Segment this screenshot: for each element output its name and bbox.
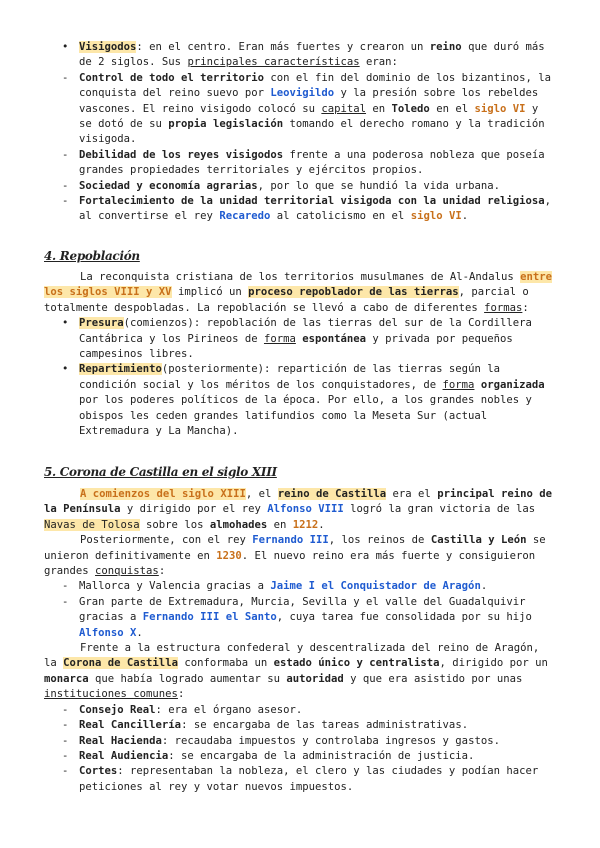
list-item-cortes [0,764,556,795]
text: : [522,301,529,314]
term-navas: Navas de Tolosa [44,518,140,531]
text: que había logrado aumentar su [88,672,287,685]
section-title-repoblacion: 4. Repoblación [44,249,140,263]
list-item-visigodos [0,40,600,71]
term-principal: principal reino de la Península [44,488,552,516]
text: : en el centro. Eran más fuertes y crearon un [136,41,430,53]
text: , los reinos de [328,534,431,547]
text: . [318,518,325,531]
term-forma: forma [263,332,296,345]
term-leovigildo: Leovigildo [270,87,335,100]
dash-icon: - [62,703,69,716]
text: : recaudaba impuestos y controlaba ingresos y gastos. [161,734,500,747]
paragraph [0,487,600,533]
term-presura: Presura [79,317,124,330]
text: La reconquista cristiana de los territorios musulmanes de Al-Andalus [80,271,521,283]
text: por los poderes políticos de la época. Por ello, a los grandes nobles y obispos les ceden grandes latifundios como la Meseta Sur (actual Extremadura y La Mancha). [79,394,532,438]
term-forma: forma [442,378,475,391]
text: . [136,626,143,639]
text: . [480,580,488,593]
text: frente a una poderosa nobleza que poseía grandes propiedades territoriales y ejércitos propios. [79,148,545,177]
term-espontanea: espontánea [302,332,367,345]
text: que duró más de 2 siglos. Sus [79,41,545,69]
conquests-list [0,579,600,641]
term-estado: estado único y centralista [273,657,440,670]
text: tomando el derecho romano y la tradición visigoda. [79,118,545,146]
dash-icon: - [62,749,69,762]
text: , cuya tarea fue consolidada por su hijo [276,611,532,624]
term: Real Hacienda [79,734,162,747]
text: y la presión sobre los rebeldes vascones. El reino visigodo colocó su [79,87,539,115]
paragraph [0,270,600,316]
dash-icon: - [62,765,69,778]
term-visigodos: Visigodos [79,41,137,53]
term-siglo: siglo VI [410,210,462,223]
list-item-consejo [0,703,556,718]
text: eran: [359,56,398,69]
section-title-corona-castilla: 5. Corona de Castilla en el siglo XIII [44,465,277,479]
text: Mallorca y Valencia gracias a [79,580,271,593]
term-castilla-leon: Castilla y León [430,534,527,547]
visigodos-block [0,40,600,225]
list-item-hacienda [0,734,556,749]
text: : [158,565,166,578]
text: Posteriormente, con el rey [80,534,253,547]
term: Real Audiencia [79,749,169,762]
term-jaime: Jaime I el Conquistador de Aragón [270,580,481,593]
text: y privada por pequeños campesinos libres. [79,332,513,361]
text: : se encargaba de las tareas administrativas. [181,719,469,732]
bullet-icon: • [62,363,69,376]
term: Cortes [79,765,118,778]
term-instituciones: instituciones comunes [44,688,178,701]
term-formas: formas [484,301,523,314]
text: , al convertirse el rey [79,195,551,223]
list-item-audiencia [0,749,556,764]
term-a-comienzos: A comienzos del siglo XIII [80,488,246,500]
text: , por lo que se hundió la vida urbana. [257,179,500,192]
text: y dirigido por el rey [120,503,268,516]
term-alfonso: Alfonso VIII [267,503,344,516]
term-fernando-santo: Fernando III el Santo [142,611,277,624]
term-almohades: almohades [209,518,268,531]
paragraph [0,641,600,703]
term: Consejo Real [79,703,156,716]
dash-icon: - [62,734,69,747]
term-conquistas: conquistas [95,565,159,578]
text: y se dotó de su [79,102,539,131]
visigodos-list [0,40,600,71]
term-reino: reino [429,41,462,53]
term-proceso: proceso repoblador de las tierras [248,286,459,299]
term-year: 1212 [292,518,319,531]
text: al catolicismo en el [270,210,411,223]
list-item-debilidad [0,148,556,179]
text: se unieron definitivamente en [44,534,546,562]
term-fernando: Fernando III [252,534,329,547]
term-capital: capital [321,102,367,115]
term-reino-castilla: reino de Castilla [277,488,387,500]
text: (comienzos): repoblación de las tierras del sur de la Cordillera Cantábrica y los Pirineos de [79,317,532,345]
text: Gran parte de Extremadura, Murcia, Sevilla y el valle del Guadalquivir gracias a [79,595,526,624]
text: en el [429,102,475,115]
list-item-repartimiento [0,362,556,439]
text: , dirigido por un [439,657,548,670]
text: . [461,210,469,223]
dash-icon: - [62,719,69,732]
term-principales: principales características [187,56,360,69]
list-item-control [0,71,556,148]
term-entre-siglos: entre los siglos VIII y XV [44,271,552,299]
paragraph [0,533,600,579]
list-item-extremadura [0,595,556,641]
text: sobre los [139,518,210,531]
term: Fortalecimiento de la unidad territorial visigoda con la unidad religiosa [79,195,545,208]
text: implicó un [171,286,249,299]
term-corona: Corona de Castilla [63,657,178,670]
institutions-list [0,703,600,795]
text: : era el órgano asesor. [155,703,303,716]
text: : [177,688,185,701]
dash-icon: - [62,179,69,192]
term-year: 1230 [216,549,242,562]
text: en [366,102,392,115]
dash-icon: - [62,595,69,608]
term: Debilidad de los reyes visigodos [79,148,284,161]
text: conformaba un [177,657,274,670]
term: Control de todo el territorio [79,71,264,84]
list-item-fortalecimiento [0,194,556,225]
term-siglo: siglo VI [474,102,526,115]
term-alfonso-x: Alfonso X [79,626,137,639]
dash-icon: - [62,71,69,84]
list-item-sociedad [0,179,556,194]
list-item-mallorca [0,579,556,594]
term-organizada: organizada [480,378,545,391]
text: Frente a la estructura confederal y descentralizada del reino de Aragón, la [44,642,540,670]
text: . El nuevo reino era más fuerte y consiguieron grandes [44,549,536,578]
text: logró la gran victoria de las [343,503,536,516]
term-autoridad: autoridad [286,672,344,685]
text: y que era asistido por unas [343,672,523,685]
text: con el fin del dominio de los bizantinos, la conquista del reino suevo por [79,71,551,100]
visigodos-characteristics-list [0,71,600,225]
text: en [267,518,293,531]
repoblacion-block [0,270,600,439]
text: , parcial o totalmente despobladas. La repoblación se llevó a cabo de diferentes [44,286,529,314]
text: : se encargaba de la administración de justicia. [168,749,475,762]
forms-list [0,316,600,439]
list-item-presura [0,316,556,362]
term-recaredo: Recaredo [219,210,271,223]
corona-block [0,487,600,795]
text: (posteriormente): repartición de las tierras según la condición social y los méritos de los conquistadores, de [79,363,500,391]
text: era el [386,488,438,500]
term-propia: propia legislación [168,118,284,131]
term-toledo: Toledo [391,102,430,115]
list-item-cancilleria [0,718,556,733]
term: Sociedad y economía agrarias [79,179,258,192]
text: : representaban la nobleza, el clero y las ciudades y podían hacer peticiones al rey y votar nuevos impuestos. [79,765,539,793]
term-repartimiento: Repartimiento [79,363,162,376]
dash-icon: - [62,148,69,161]
bullet-icon: • [62,41,69,53]
term-monarca: monarca [44,672,89,685]
text: , el [245,488,278,500]
dash-icon: - [62,195,69,208]
dash-icon: - [62,580,69,593]
term: Real Cancillería [79,719,182,732]
bullet-icon: • [62,317,69,330]
